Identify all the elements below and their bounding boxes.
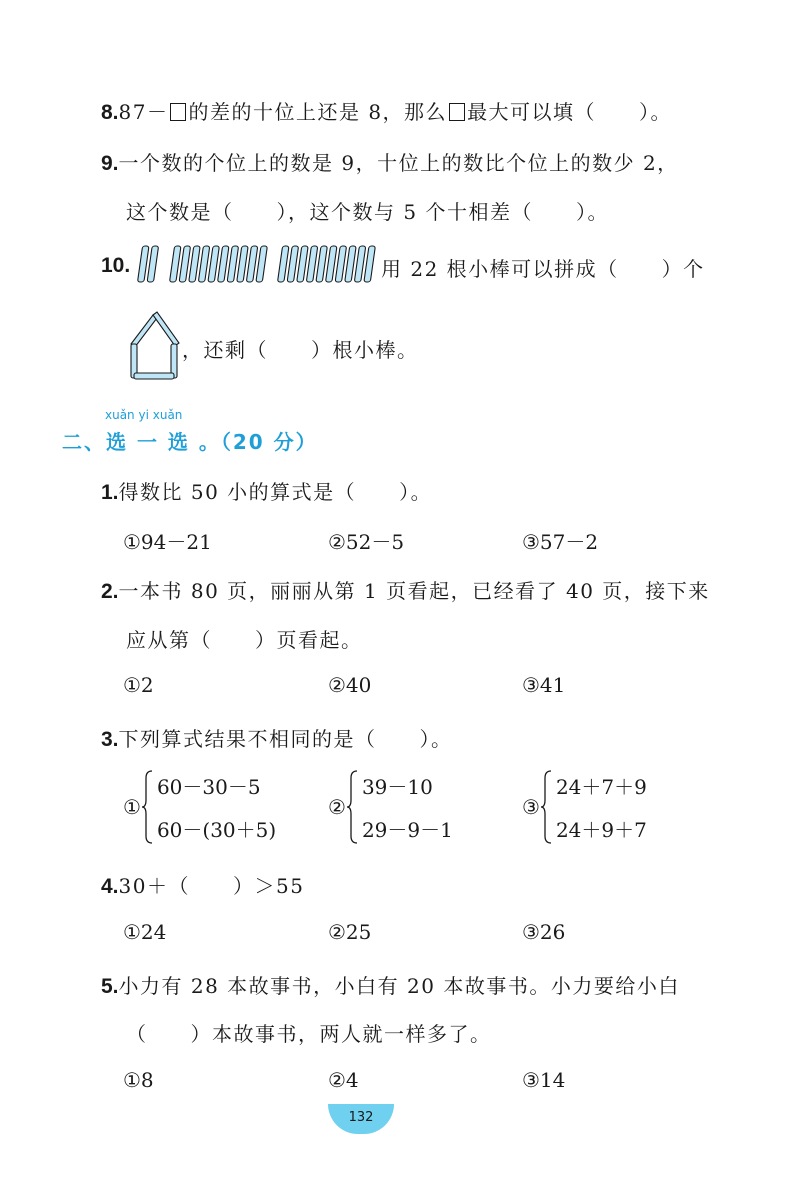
expression-bottom: 29－9－1 (361, 818, 453, 842)
page-number: 132 (348, 1109, 374, 1125)
stick (345, 246, 356, 282)
blank-box (449, 103, 465, 121)
stick (189, 246, 200, 282)
question-5-line2: （ ）本故事书，两人就一样多了。 (126, 1022, 492, 1046)
question-number: 3. (101, 728, 119, 751)
question-number: 9. (101, 152, 119, 175)
page-number-badge (328, 1104, 394, 1134)
question-text: 一本书 80 页，丽丽从第 1 页看起，已经看了 40 页，接下来 (118, 579, 710, 603)
question-number: 8. (101, 101, 119, 124)
stick (316, 246, 327, 282)
question-text: 下列算式结果不相同的是（ ）。 (118, 727, 453, 751)
q8-post: 最大可以填（ ）。 (467, 100, 673, 124)
option-1[interactable]: ①94－21 (123, 530, 212, 554)
question-8 (101, 96, 672, 125)
option-label: ③ (522, 795, 540, 819)
stick (256, 246, 267, 282)
question-2-line2: 应从第（ ）页看起。 (126, 628, 363, 652)
option-3[interactable]: ③41 (522, 673, 566, 697)
question-9 (101, 147, 679, 176)
stick (198, 246, 209, 282)
option-1[interactable]: ①24 (123, 920, 167, 944)
option-1[interactable]: ①2 (123, 673, 154, 697)
question-number: 10. (101, 254, 131, 277)
stick (138, 246, 149, 282)
section-pinyin: xuǎn yi xuǎn (105, 408, 183, 422)
stick (306, 246, 317, 282)
choice-question-1 (101, 476, 432, 505)
stick (287, 246, 298, 282)
stick (179, 246, 190, 282)
expression-bottom: 24＋9＋7 (555, 818, 647, 842)
stick (147, 246, 158, 282)
brace-icon (346, 770, 358, 844)
question-number: 2. (101, 580, 119, 603)
option-3[interactable]: ③26 (522, 920, 566, 944)
stick (227, 246, 238, 282)
expression-top: 39－10 (361, 775, 433, 799)
stick (170, 246, 181, 282)
option-1[interactable] (123, 770, 276, 844)
question-number: 4. (101, 875, 119, 898)
blank-box (170, 103, 186, 121)
house-shape-icon (128, 311, 182, 383)
sticks-illustration (134, 243, 378, 285)
option-3[interactable]: ③14 (522, 1068, 566, 1092)
q8-mid: 的差的十位上还是 8，那么 (188, 100, 448, 124)
choice-question-4 (101, 870, 304, 899)
option-label: ② (328, 795, 346, 819)
brace-icon (141, 770, 153, 844)
question-number: 5. (101, 975, 119, 998)
q9-line1: 一个数的个位上的数是 9，十位上的数比个位上的数少 2， (118, 151, 679, 175)
option-2[interactable]: ②25 (328, 920, 372, 944)
option-3[interactable] (522, 770, 647, 844)
option-2[interactable]: ②40 (328, 673, 372, 697)
option-1[interactable]: ①8 (123, 1068, 154, 1092)
stick (208, 246, 219, 282)
expression-bottom: 60－(30＋5) (156, 818, 277, 842)
stick (278, 246, 289, 282)
stick (246, 246, 257, 282)
question-text: 小力有 28 本故事书，小白有 20 本故事书。小力要给小白 (118, 974, 680, 998)
section-title: 二、选 一 选 。（20 分） (62, 430, 318, 454)
stick (364, 246, 375, 282)
option-2[interactable]: ②52－5 (328, 530, 405, 554)
choice-question-3 (101, 723, 453, 752)
question-10-line1: 用 22 根小棒可以拼成（ ）个 (381, 257, 705, 281)
question-text: 30＋（ ）＞55 (118, 874, 305, 898)
stick (335, 246, 346, 282)
question-9-line2: 这个数是（ ），这个数与 5 个十相差（ ）。 (126, 200, 609, 224)
choice-question-5 (101, 970, 680, 999)
stick (297, 246, 308, 282)
question-10-line2: ，还剩（ ）根小棒。 (182, 338, 419, 362)
option-label: ① (123, 795, 141, 819)
expression-top: 24＋7＋9 (555, 775, 647, 799)
option-3[interactable]: ③57－2 (522, 530, 599, 554)
question-10-number (101, 253, 130, 278)
expression-top: 60－30－5 (156, 775, 261, 799)
choice-question-2 (101, 575, 710, 604)
brace-icon (540, 770, 552, 844)
stick (237, 246, 248, 282)
question-number: 1. (101, 481, 119, 504)
option-2[interactable]: ②4 (328, 1068, 359, 1092)
option-2[interactable] (328, 770, 453, 844)
stick (218, 246, 229, 282)
q8-pre: 87－ (118, 100, 169, 124)
question-text: 得数比 50 小的算式是（ ）。 (118, 480, 433, 504)
stick (326, 246, 337, 282)
stick (354, 246, 365, 282)
